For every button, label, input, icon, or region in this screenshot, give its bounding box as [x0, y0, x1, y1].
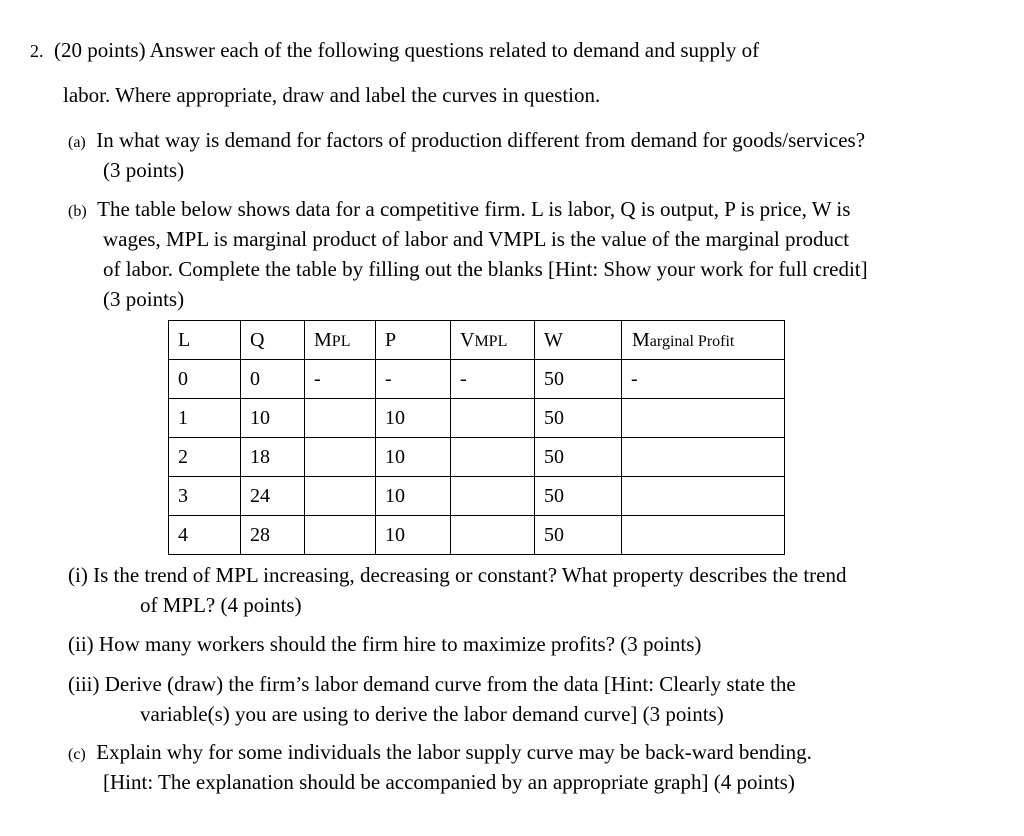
- sub-iii-line-2: variable(s) you are using to derive the labor demand curve] (3 points): [140, 702, 724, 726]
- cell-mpl: -: [305, 360, 376, 399]
- cell-vmpl: [451, 516, 535, 555]
- header-marginal-profit: [622, 321, 785, 360]
- header-vmpl: [451, 321, 535, 360]
- table-row: [169, 438, 785, 477]
- table-row: [169, 516, 785, 555]
- cell-w: 50: [535, 399, 622, 438]
- table-header-row: [169, 321, 785, 360]
- cell-w: 50: [535, 477, 622, 516]
- part-a-text-1: In what way is demand for factors of production different from demand for goods/services?: [96, 128, 866, 152]
- header-p: P: [376, 321, 451, 360]
- header-vmpl-initial: V: [460, 328, 475, 351]
- part-c-text-1: Explain why for some individuals the labor supply curve may be back-ward bending.: [96, 740, 812, 764]
- question-number: 2.: [30, 41, 44, 61]
- cell-marginal-profit: [622, 516, 785, 555]
- table-row: [169, 477, 785, 516]
- cell-l: 2: [169, 438, 241, 477]
- cell-q: 28: [241, 516, 305, 555]
- part-b-text-1: The table below shows data for a competitive firm. L is labor, Q is output, P is price, W is: [97, 197, 851, 221]
- part-c-label: (c): [68, 746, 86, 763]
- sub-i-line-2: of MPL? (4 points): [140, 593, 302, 617]
- cell-w: 50: [535, 516, 622, 555]
- header-q: Q: [241, 321, 305, 360]
- cell-l: 0: [169, 360, 241, 399]
- part-b-label: (b): [68, 203, 87, 220]
- cell-mpl: [305, 516, 376, 555]
- part-b-line-1: [68, 199, 850, 220]
- cell-marginal-profit: -: [622, 360, 785, 399]
- cell-l: 3: [169, 477, 241, 516]
- cell-vmpl: [451, 477, 535, 516]
- header-vmpl-rest: MPL: [474, 332, 508, 350]
- header-mpl-initial: M: [314, 328, 332, 351]
- table-row: [169, 360, 785, 399]
- question-line-2: labor. Where appropriate, draw and label the curves in question.: [63, 83, 601, 107]
- cell-q: 24: [241, 477, 305, 516]
- cell-q: 10: [241, 399, 305, 438]
- header-mp-rest: arginal Profit: [649, 332, 735, 350]
- part-a-label: (a): [68, 134, 86, 151]
- question-text-1: (20 points) Answer each of the following questions related to demand and supply of: [54, 38, 760, 62]
- part-b-line-4: (3 points): [103, 287, 185, 311]
- cell-l: 4: [169, 516, 241, 555]
- cell-q: 0: [241, 360, 305, 399]
- header-mpl-rest: PL: [331, 332, 351, 350]
- part-a-line-2: (3 points): [103, 158, 185, 182]
- cell-mpl: [305, 399, 376, 438]
- cell-l: 1: [169, 399, 241, 438]
- cell-vmpl: [451, 438, 535, 477]
- cell-vmpl: -: [451, 360, 535, 399]
- cell-p: 10: [376, 399, 451, 438]
- header-mp-initial: M: [632, 328, 650, 351]
- cell-p: -: [376, 360, 451, 399]
- part-a-line-1: [68, 130, 865, 151]
- cell-marginal-profit: [622, 399, 785, 438]
- part-b-line-3: of labor. Complete the table by filling out the blanks [Hint: Show your work for full credit]: [103, 257, 868, 281]
- cell-marginal-profit: [622, 438, 785, 477]
- part-c-line-2: [Hint: The explanation should be accompanied by an appropriate graph] (4 points): [103, 770, 795, 794]
- part-b-line-2: wages, MPL is marginal product of labor and VMPL is the value of the marginal product: [103, 227, 850, 251]
- question-line-1: [30, 40, 759, 61]
- labor-data-table: [168, 320, 785, 555]
- cell-p: 10: [376, 516, 451, 555]
- cell-mpl: [305, 438, 376, 477]
- header-l: L: [169, 321, 241, 360]
- cell-p: 10: [376, 438, 451, 477]
- cell-w: 50: [535, 360, 622, 399]
- cell-w: 50: [535, 438, 622, 477]
- sub-ii-line-1: (ii) How many workers should the firm hire to maximize profits? (3 points): [68, 632, 702, 656]
- cell-marginal-profit: [622, 477, 785, 516]
- sub-iii-line-1: (iii) Derive (draw) the firm’s labor demand curve from the data [Hint: Clearly state the: [68, 672, 796, 696]
- header-w: W: [535, 321, 622, 360]
- part-c-line-1: [68, 742, 812, 763]
- cell-p: 10: [376, 477, 451, 516]
- cell-mpl: [305, 477, 376, 516]
- cell-q: 18: [241, 438, 305, 477]
- sub-i-line-1: (i) Is the trend of MPL increasing, decreasing or constant? What property describes the trend: [68, 563, 847, 587]
- table-row: [169, 399, 785, 438]
- header-mpl: [305, 321, 376, 360]
- cell-vmpl: [451, 399, 535, 438]
